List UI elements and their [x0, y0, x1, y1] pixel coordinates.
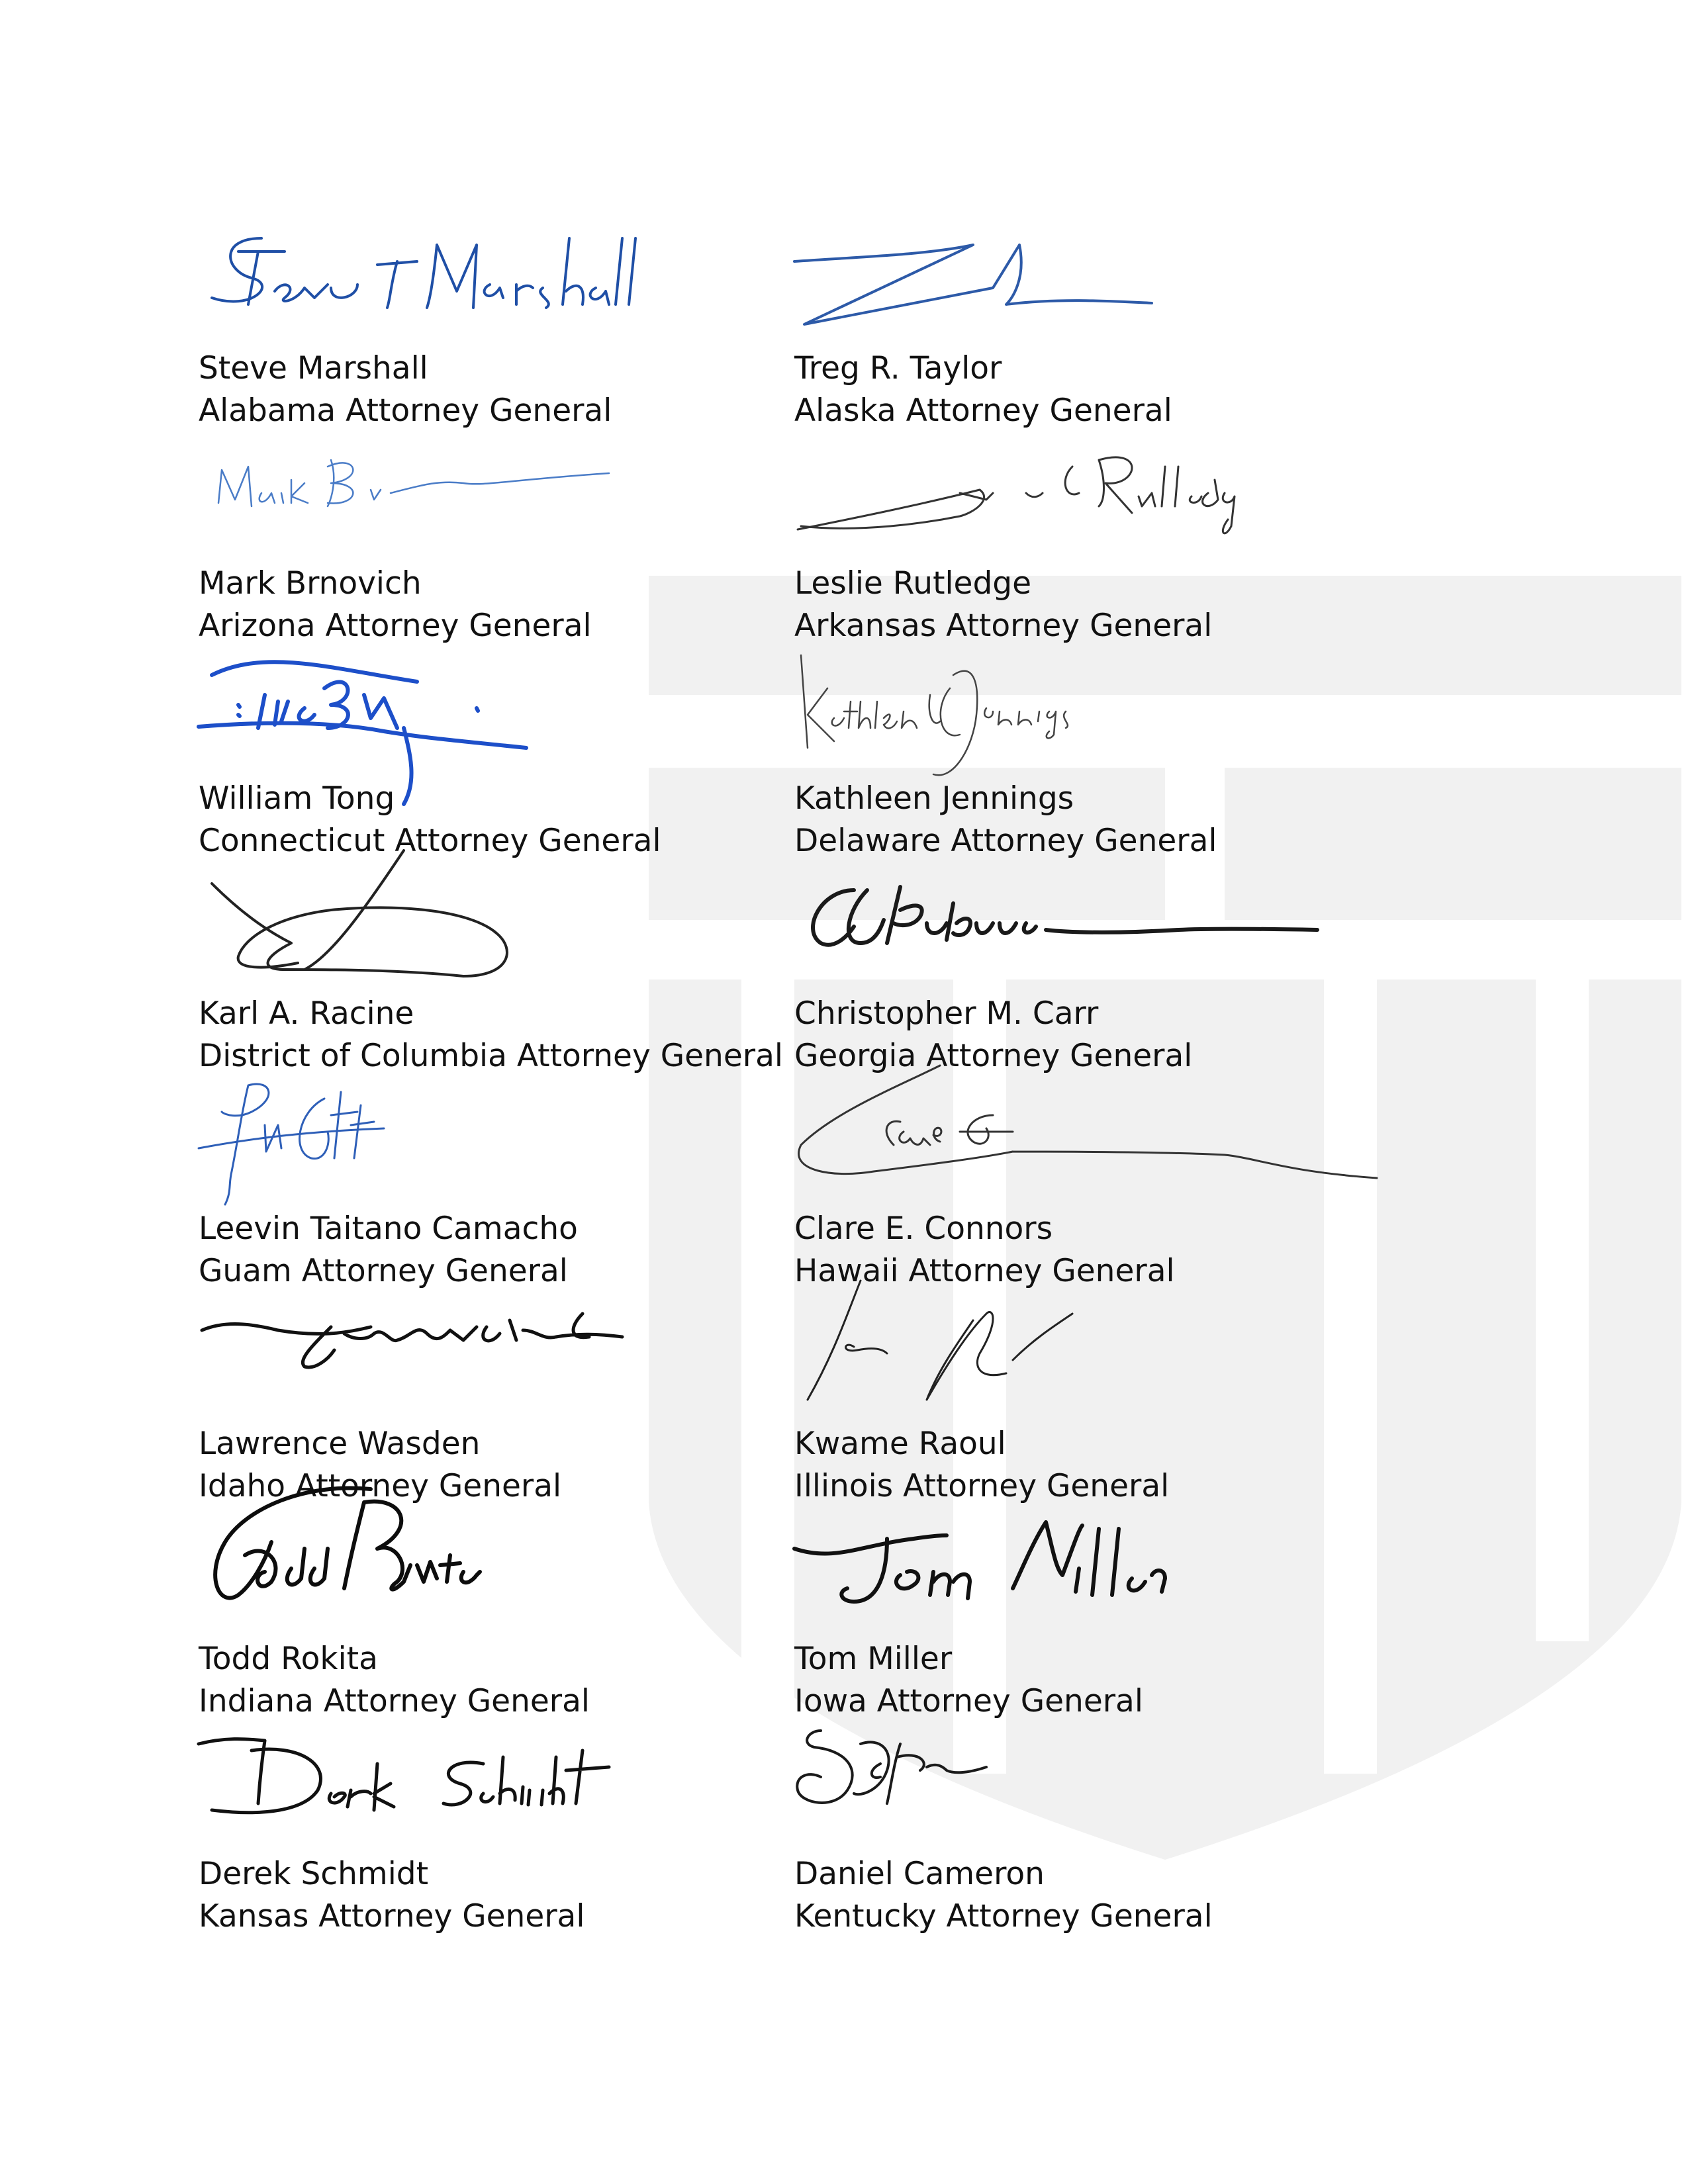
signature-block [199, 1516, 781, 1731]
signature-block [199, 1300, 781, 1516]
signatory-title: Illinois Attorney General [794, 1468, 1170, 1504]
signature-clare-connors [794, 1085, 1258, 1218]
signature-tom-miller [794, 1516, 1258, 1648]
signature-block [794, 1300, 1377, 1516]
signatory-title: District of Columbia Attorney General [199, 1038, 783, 1074]
signatory-title: Kansas Attorney General [199, 1898, 585, 1934]
signatory-title: Idaho Attorney General [199, 1468, 562, 1504]
signatory-name: Mark Brnovich [199, 565, 422, 602]
signature-derek-schmidt [199, 1731, 662, 1863]
signatory-title: Connecticut Attorney General [199, 823, 661, 859]
signature-daniel-cameron [794, 1731, 1258, 1863]
signatory-title: Hawaii Attorney General [794, 1253, 1175, 1289]
signature-block [199, 440, 781, 655]
signature-steve-marshall [199, 225, 662, 357]
signatory-title: Georgia Attorney General [794, 1038, 1193, 1074]
signatory-name: Lawrence Wasden [199, 1426, 481, 1462]
signature-block [199, 655, 781, 870]
signature-mark-brnovich [199, 440, 662, 572]
signature-todd-rokita [199, 1516, 662, 1648]
signature-block [199, 870, 781, 1085]
signature-leevin-camacho [199, 1085, 662, 1218]
signatory-title: Alabama Attorney General [199, 392, 612, 429]
signatory-title: Iowa Attorney General [794, 1683, 1143, 1719]
signature-christopher-carr [794, 870, 1258, 1003]
signature-lawrence-wasden [199, 1300, 662, 1433]
signature-kwame-raoul [794, 1300, 1258, 1433]
signature-block [794, 225, 1377, 440]
signatory-name: Leslie Rutledge [794, 565, 1032, 602]
signatory-title: Guam Attorney General [199, 1253, 568, 1289]
signature-block [794, 870, 1377, 1085]
signatory-title: Arkansas Attorney General [794, 608, 1213, 644]
signatory-name: Kwame Raoul [794, 1426, 1006, 1462]
signatory-name: Daniel Cameron [794, 1856, 1045, 1892]
signature-karl-racine [199, 870, 662, 1003]
signature-block [794, 1085, 1377, 1300]
signature-treg-taylor [794, 225, 1258, 357]
signature-william-tong [199, 655, 662, 788]
signature-block [199, 1085, 781, 1300]
signature-kathleen-jennings [794, 655, 1258, 788]
signatory-title: Delaware Attorney General [794, 823, 1217, 859]
signatory-name: Leevin Taitano Camacho [199, 1210, 578, 1247]
signatory-name: William Tong [199, 780, 395, 817]
signature-block [199, 225, 781, 440]
signatory-name: Derek Schmidt [199, 1856, 429, 1892]
signatory-name: Steve Marshall [199, 350, 428, 387]
signature-block [794, 655, 1377, 870]
signature-leslie-rutledge [794, 440, 1258, 572]
signatory-title: Alaska Attorney General [794, 392, 1172, 429]
signatory-name: Christopher M. Carr [794, 995, 1099, 1032]
signatory-name: Karl A. Racine [199, 995, 414, 1032]
signatory-name: Tom Miller [794, 1641, 953, 1677]
signature-block [199, 1731, 781, 1946]
signatory-title: Arizona Attorney General [199, 608, 592, 644]
signatory-title: Kentucky Attorney General [794, 1898, 1213, 1934]
signature-block [794, 1731, 1377, 1946]
signatory-name: Treg R. Taylor [794, 350, 1002, 387]
signatory-title: Indiana Attorney General [199, 1683, 590, 1719]
signatory-name: Todd Rokita [199, 1641, 378, 1677]
signatory-name: Clare E. Connors [794, 1210, 1053, 1247]
signatory-name: Kathleen Jennings [794, 780, 1074, 817]
signature-block [794, 440, 1377, 655]
signature-block [794, 1516, 1377, 1731]
